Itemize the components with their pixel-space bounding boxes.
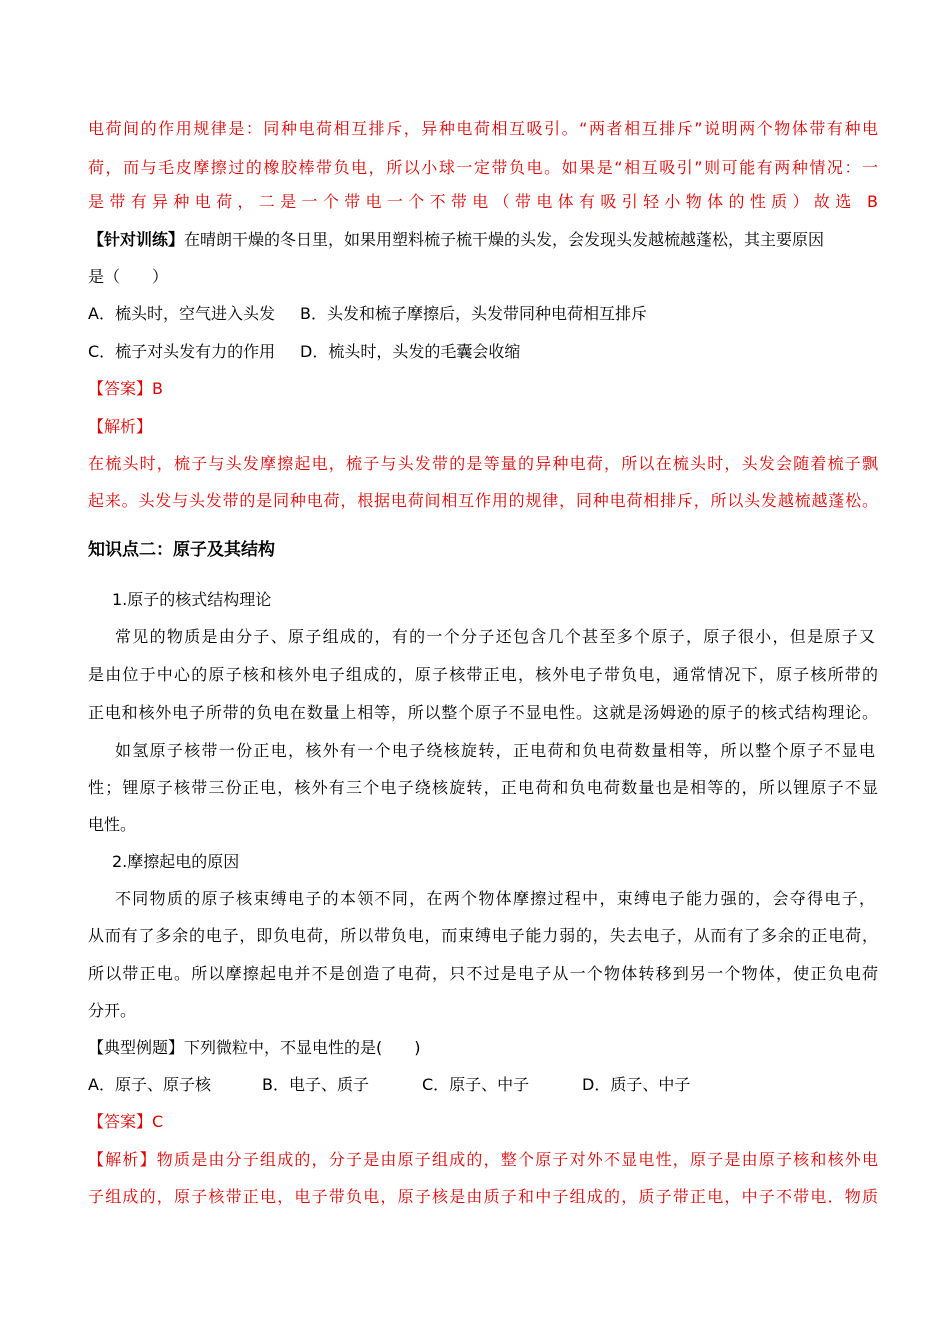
sub1-paragraph-1-line-2: 是由位于中心的原子核和核外电子组成的，原子核带正电，核外电子带负电，通常情况下，原子核所带的 (88, 665, 878, 684)
sub1-paragraph-1-line-3: 正电和核外电子所带的负电在数量上相等，所以整个原子不显电性。这就是汤姆逊的原子的核式结构理论。 (88, 703, 878, 722)
training-options-row-1 (88, 303, 878, 325)
training-answer: 【答案】B (88, 379, 163, 398)
training-question-line-1 (88, 229, 878, 251)
training-analysis-line-2: 起来。头发与头发带的是同种电荷，根据电荷间相互作用的规律，同种电荷相排斥，所以头发越梳越蓬松。 (88, 491, 878, 510)
example-answer: 【答案】C (88, 1112, 164, 1131)
example-question: 【典型例题】下列微粒中，不显电性的是( ) (88, 1038, 421, 1057)
training-question-text: 在晴朗干燥的冬日里，如果用塑料梳子梳干燥的头发，会发现头发越梳越蓬松，其主要原因 (184, 230, 825, 249)
example-option-b: B．电子、质子 (262, 1075, 369, 1094)
example-options-row (88, 1074, 878, 1096)
example-option-a: A．原子、原子核 (88, 1075, 211, 1094)
sub1-paragraph-2-line-2: 性；锂原子核带三份正电，核外有三个电子绕核旋转，正电荷和负电荷数量也是相等的，所以锂原子不显 (88, 778, 878, 797)
subsection-1-title: 1.原子的核式结构理论 (112, 590, 272, 609)
intro-explanation-line-1: 电荷间的作用规律是：同种电荷相互排斥，异种电荷相互吸引。“两者相互排斥”说明两个物体带有种电 (88, 119, 878, 138)
intro-explanation-line-3: 是带有异种电荷，二是一个带电一个不带电（带电体有吸引轻小物体的性质）故选 B (88, 192, 878, 211)
training-options-row-2 (88, 341, 878, 363)
example-analysis-line-2: 子组成的，原子核带正电，电子带负电，原子核是由质子和中子组成的，质子带正电，中子不带电．物质 (88, 1187, 878, 1206)
training-tag: 【针对训练】 (88, 230, 185, 249)
training-option-d: D．梳头时，头发的毛囊会收缩 (300, 342, 521, 361)
training-option-b: B．头发和梳子摩擦后，头发带同种电荷相互排斥 (300, 304, 647, 323)
sub1-paragraph-2-line-1: 如氢原子核带一份正电，核外有一个电子绕核旋转，正电荷和负电荷数量相等，所以整个原子不显电 (115, 741, 875, 760)
training-question-line-2: 是（ ） (88, 267, 169, 286)
example-option-d: D．质子、中子 (582, 1075, 691, 1094)
sub2-paragraph-line-3: 所以带正电。所以摩擦起电并不是创造了电荷，只不过是电子从一个物体转移到另一个物体，使正负电荷 (88, 964, 878, 983)
sub1-paragraph-2-line-3: 电性。 (88, 815, 137, 834)
section-title: 知识点二：原子及其结构 (88, 540, 275, 560)
training-option-a: A．梳头时，空气进入头发 (88, 304, 275, 323)
example-analysis-line-1: 【解析】物质是由分子组成的，分子是由原子组成的，整个原子对外不显电性，原子是由原子核和核外电 (88, 1150, 878, 1169)
sub1-paragraph-1-line-1: 常见的物质是由分子、原子组成的，有的一个分子还包含几个甚至多个原子，原子很小，但是原子又 (115, 627, 875, 646)
sub2-paragraph-line-2: 从而有了多余的电子，即负电荷，所以带负电，而束缚电子能力弱的，失去电子，从而有了多余的正电荷， (88, 926, 878, 945)
training-analysis-tag: 【解析】 (88, 417, 153, 436)
sub2-paragraph-line-1: 不同物质的原子核束缚电子的本领不同，在两个物体摩擦过程中，束缚电子能力强的，会夺得电子， (115, 889, 875, 908)
training-option-c: C．梳子对头发有力的作用 (88, 342, 276, 361)
sub2-paragraph-line-4: 分开。 (88, 1001, 137, 1020)
subsection-2-title: 2.摩擦起电的原因 (112, 852, 240, 871)
example-option-c: C．原子、中子 (422, 1075, 530, 1094)
intro-explanation-line-2: 荷，而与毛皮摩擦过的橡胶棒带负电，所以小球一定带负电。如果是“相互吸引”则可能有两种情况：一 (88, 158, 878, 177)
training-analysis-line-1: 在梳头时，梳子与头发摩擦起电，梳子与头发带的是等量的异种电荷，所以在梳头时，头发会随着梳子飘 (88, 454, 878, 473)
